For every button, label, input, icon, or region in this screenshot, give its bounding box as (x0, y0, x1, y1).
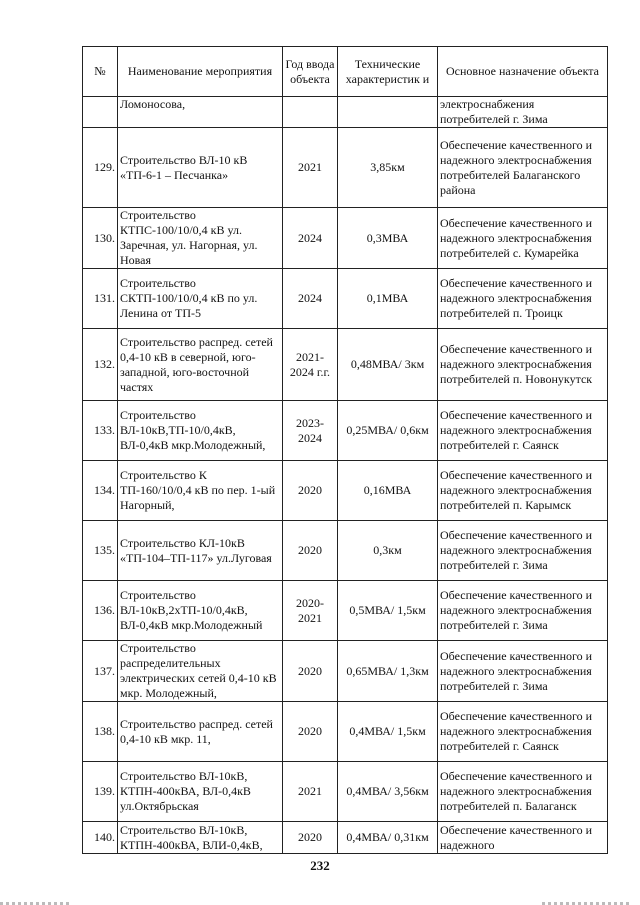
cell-purpose: Обеспечение качественного и надежного электроснабжения потребителей г. Саянск (438, 401, 608, 461)
cell-purpose: Обеспечение качественного и надежного электроснабжения потребителей п. Троицк (438, 269, 608, 329)
table-row (83, 702, 608, 762)
header-year: Год ввода объекта (283, 47, 338, 97)
cell-tech: 0,4МВА/ 3,56км (338, 762, 438, 822)
cell-purpose: Обеспечение качественного и надежного электроснабжения потребителей г. Зима (438, 521, 608, 581)
cell-purpose: Обеспечение качественного и надежного электроснабжения потребителей г. Зима (438, 641, 608, 702)
table-row (83, 128, 608, 208)
cell-year: 2020 (283, 702, 338, 762)
table-row (83, 269, 608, 329)
cell-tech (338, 97, 438, 128)
table-row (83, 762, 608, 822)
cell-name: Строительство распред. сетей 0,4-10 кВ мкр. 11, (118, 702, 283, 762)
cell-num: 133. (83, 401, 118, 461)
cell-num: 136. (83, 581, 118, 641)
table-row (83, 329, 608, 401)
header-purpose: Основное назначение объекта (438, 47, 608, 97)
cell-tech: 3,85км (338, 128, 438, 208)
cell-purpose: Обеспечение качественного и надежного (438, 822, 608, 854)
cell-tech: 0,3МВА (338, 208, 438, 269)
table-row (83, 581, 608, 641)
cell-tech: 0,3км (338, 521, 438, 581)
cell-name: Строительство КЛ-10кВ «ТП-104–ТП-117» ул.Луговая (118, 521, 283, 581)
cell-purpose: Обеспечение качественного и надежного электроснабжения потребителей г. Зима (438, 581, 608, 641)
cell-name: Строительство ВЛ-10кВ, КТПН-400кВА, ВЛ-0,4кВ ул.Октябрьская (118, 762, 283, 822)
cell-name: Строительство ВЛ-10кВ,2хТП-10/0,4кВ, ВЛ-0,4кВ мкр.Молодежный (118, 581, 283, 641)
table-row (83, 461, 608, 521)
cell-purpose: электроснабжения потребителей г. Зима (438, 97, 608, 128)
cell-tech: 0,48МВА/ 3км (338, 329, 438, 401)
cell-year: 2021 (283, 128, 338, 208)
cell-purpose: Обеспечение качественного и надежного электроснабжения потребителей Балаганского района (438, 128, 608, 208)
cell-name: Строительство ВЛ-10 кВ «ТП-6-1 – Песчанка» (118, 128, 283, 208)
cell-tech: 0,4МВА/ 0,31км (338, 822, 438, 854)
cell-num (83, 97, 118, 128)
cell-tech: 0,65МВА/ 1,3км (338, 641, 438, 702)
cell-tech: 0,25МВА/ 0,6км (338, 401, 438, 461)
cell-year: 2021 (283, 762, 338, 822)
header-num: № (83, 47, 118, 97)
cell-num: 139. (83, 762, 118, 822)
cell-purpose: Обеспечение качественного и надежного электроснабжения потребителей п. Карымск (438, 461, 608, 521)
cell-name: Строительство ВЛ-10кВ,ТП-10/0,4кВ, ВЛ-0,4кВ мкр.Молодежный, (118, 401, 283, 461)
cell-name: Строительство К ТП-160/10/0,4 кВ по пер. 1-ый Нагорный, (118, 461, 283, 521)
cell-num: 134. (83, 461, 118, 521)
cell-num: 130. (83, 208, 118, 269)
table-row (83, 822, 608, 854)
cell-year (283, 97, 338, 128)
header-tech: Технические характеристик и (338, 47, 438, 97)
measures-table (82, 46, 608, 854)
cell-name: Строительство распределительных электрических сетей 0,4-10 кВ мкр. Молодежный, (118, 641, 283, 702)
cell-year: 2023-2024 (283, 401, 338, 461)
cell-year: 2020-2021 (283, 581, 338, 641)
cell-year: 2020 (283, 461, 338, 521)
cell-purpose: Обеспечение качественного и надежного электроснабжения потребителей п. Новонукутск (438, 329, 608, 401)
cell-tech: 0,1МВА (338, 269, 438, 329)
cell-num: 138. (83, 702, 118, 762)
cell-purpose: Обеспечение качественного и надежного электроснабжения потребителей с. Кумарейка (438, 208, 608, 269)
cell-name: Строительство распред. сетей 0,4-10 кВ в северной, юго-западной, юго-восточной частях (118, 329, 283, 401)
cell-purpose: Обеспечение качественного и надежного электроснабжения потребителей п. Балаганск (438, 762, 608, 822)
cell-num: 140. (83, 822, 118, 854)
cell-year: 2020 (283, 822, 338, 854)
cell-name: Строительство КТПС-100/10/0,4 кВ ул. Заречная, ул. Нагорная, ул. Новая (118, 208, 283, 269)
cell-year: 2020 (283, 521, 338, 581)
table-header-row (83, 47, 608, 97)
cell-year: 2021-2024 г.г. (283, 329, 338, 401)
cell-name: Строительство СКТП-100/10/0,4 кВ по ул. Ленина от ТП-5 (118, 269, 283, 329)
cell-num: 137. (83, 641, 118, 702)
cell-tech: 0,4МВА/ 1,5км (338, 702, 438, 762)
cell-year: 2024 (283, 269, 338, 329)
cell-num: 131. (83, 269, 118, 329)
cell-tech: 0,16МВА (338, 461, 438, 521)
table-row (83, 521, 608, 581)
cell-purpose: Обеспечение качественного и надежного электроснабжения потребителей г. Саянск (438, 702, 608, 762)
table-row (83, 641, 608, 702)
table-row (83, 208, 608, 269)
page-number: 232 (310, 858, 330, 873)
cell-name: Строительство ВЛ-10кВ, КТПН-400кВА, ВЛИ-0,4кВ, (118, 822, 283, 854)
cell-year: 2020 (283, 641, 338, 702)
continuation-row (83, 97, 608, 128)
table-row (83, 401, 608, 461)
cell-num: 132. (83, 329, 118, 401)
cell-tech: 0,5МВА/ 1,5км (338, 581, 438, 641)
cell-name: Ломоносова, (118, 97, 283, 128)
header-name: Наименование мероприятия (118, 47, 283, 97)
cell-num: 135. (83, 521, 118, 581)
cell-year: 2024 (283, 208, 338, 269)
cell-num: 129. (83, 128, 118, 208)
